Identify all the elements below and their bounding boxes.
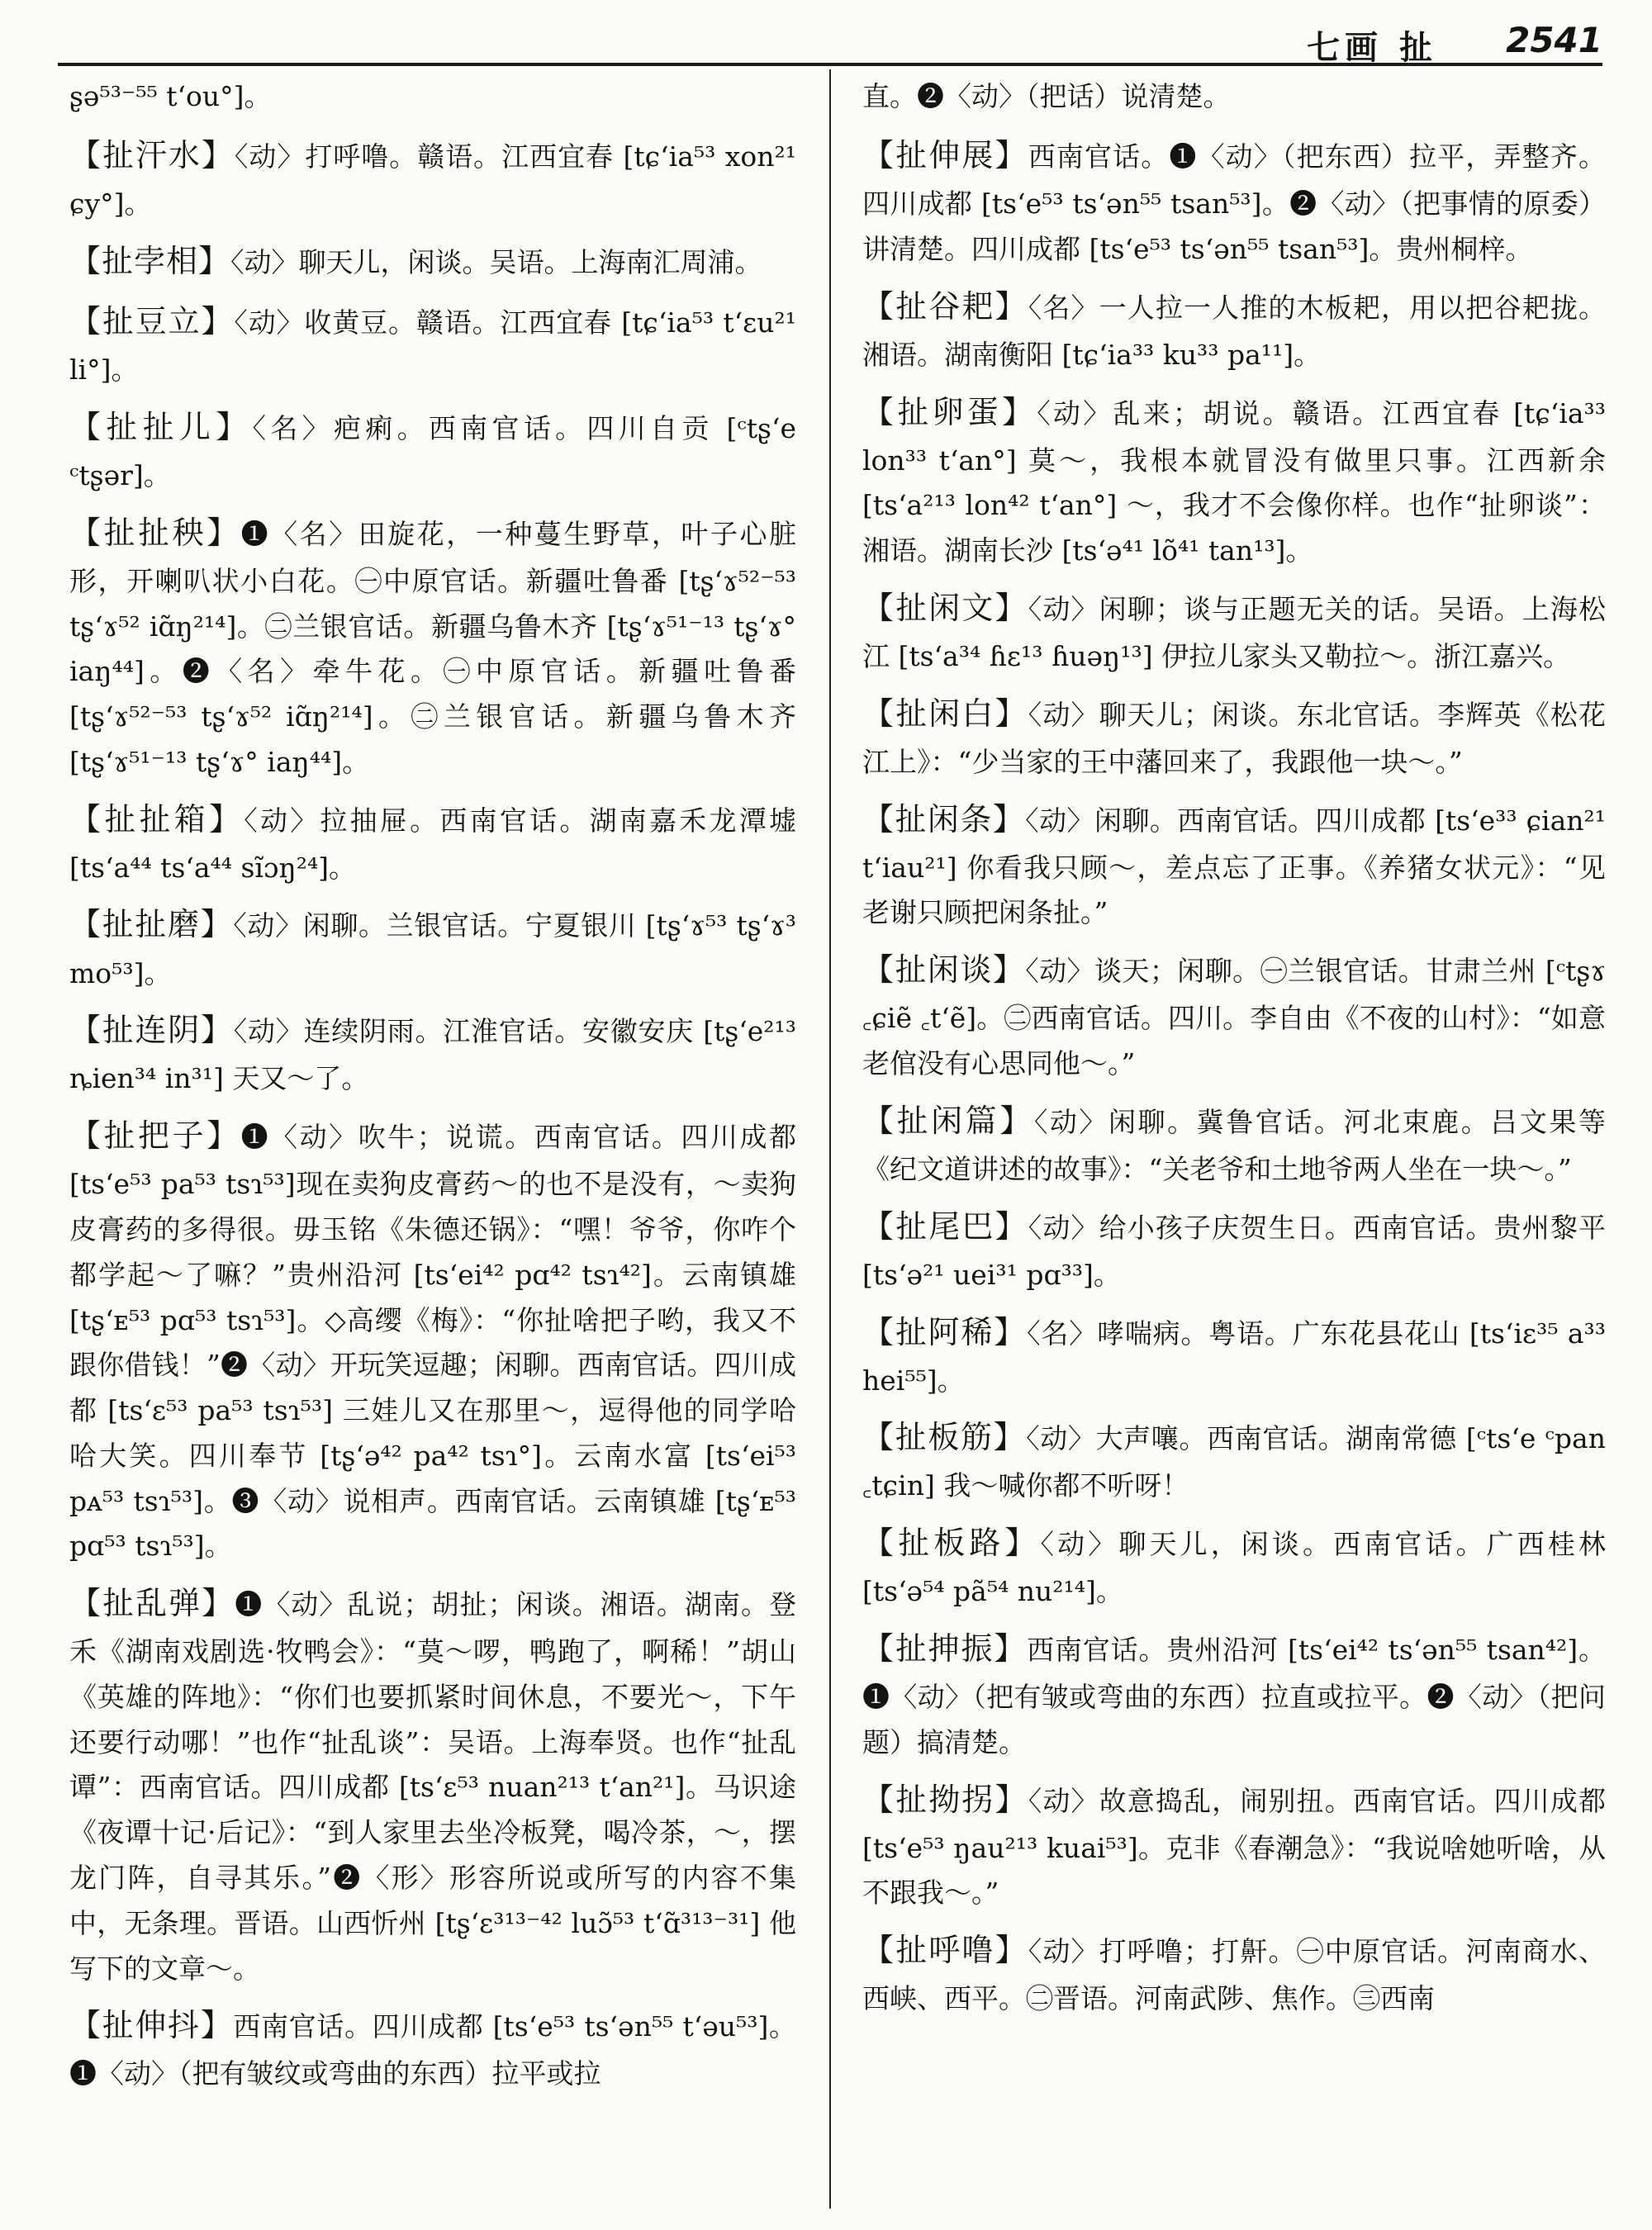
entry-headword: 【扯汗水】: [69, 137, 235, 174]
dictionary-entry: [69, 130, 796, 227]
dictionary-entry: [862, 944, 1606, 1087]
entry-headword: 【扯抻振】: [862, 1630, 1028, 1668]
entry-body: 〈动〉打呼噜。赣语。江西宜春 [tɕʻia⁵³ xon²¹ ɕy°]。: [69, 140, 796, 221]
section-title: 七画 扯: [1307, 28, 1437, 67]
entry-body: 〈动〉连续阴雨。江淮官话。安徽安庆 [tʂʻe²¹³ ȵien³⁴ in³¹] 天又～了。: [69, 1015, 796, 1095]
dictionary-entry: [862, 1412, 1606, 1509]
right-column: [862, 69, 1606, 2213]
dictionary-entry: [862, 130, 1606, 273]
entry-headword: 【扯豆立】: [69, 303, 235, 339]
entry-body: 〈名〉一人拉一人推的木板耙，用以把谷耙拢。湘语。湖南衡阳 [tɕʻia³³ ku³³ pa¹¹]。: [862, 291, 1606, 371]
entry-body: ❶〈动〉吹牛；说谎。西南官话。四川成都 [tsʻe⁵³ pa⁵³ tsɿ⁵³]现在卖狗皮膏药～的也不是没有，～卖狗皮膏药的多得很。毋玉铭《朱德还锅》：“嘿！爷爷，你咋个都学起～了嘛？”贵州沿河 [tsʻei⁴² pɑ⁴² tsɿ⁴²]。云南镇雄 [tʂʻᴇ⁵³ pɑ⁵³ tsɿ⁵³]。◇高缨《梅》：“你扯啥把子哟，我又不跟你借钱！”❷〈动〉开玩笑逗趣；闲聊。西南官话。四川成都 [tsʻɛ⁵³ pa⁵³ tsɿ⁵³] 三娃儿又在那里～，逗得他的同学哈哈大笑。四川奉节 [tʂʻə⁴² pa⁴² tsɿ°]。云南水富 [tsʻei⁵³ pᴀ⁵³ tsɿ⁵³]。❸〈动〉说相声。西南官话。云南镇雄 [tʂʻᴇ⁵³ pɑ⁵³ tsɿ⁵³]。: [69, 1121, 796, 1563]
entry-body: 〈动〉乱来；胡说。赣语。江西宜春 [tɕʻia³³ lon³³ tʻan°] 莫～，我根本就冒没有做里只事。江西新余 [tsʻa²¹³ lon⁴² tʻan°] ～，我才不会像你样。也作“扯卵谈”：湘语。湖南长沙 [tsʻə⁴¹ lõ⁴¹ tan¹³]。: [862, 396, 1606, 567]
entry-headword: 【扯扯秧】: [69, 514, 241, 551]
entry-headword: 【扯呼噜】: [862, 1932, 1028, 1969]
dictionary-entry: [69, 235, 796, 287]
page-header: [58, 17, 1602, 66]
entry-body: 〈动〉聊天儿；闲谈。东北官话。李辉英《松花江上》：“少当家的王中藩回来了，我跟他一块～。”: [862, 698, 1606, 778]
dictionary-entry: [862, 582, 1606, 680]
dictionary-entry: [69, 2000, 796, 2097]
entry-body: ❶〈动〉乱说；胡扯；闲谈。湘语。湖南。登禾《湖南戏剧选·牧鸭会》：“莫～啰，鸭跑了，啊稀！”胡山《英雄的阵地》：“你们也要抓紧时间休息，不要光～，下午还要行动哪！”也作“扯乱谈”：吴语。上海奉贤。也作“扯乱谭”：西南官话。四川成都 [tsʻɛ⁵³ nuan²¹³ tʻan²¹]。马识途《夜谭十记·后记》：“到人家里去坐冷板凳，喝冷茶，～，摆龙门阵，自寻其乐。”❷〈形〉形容所说或所写的内容不集中，无条理。晋语。山西忻州 [tʂʻɛ³¹³⁻⁴² luɔ̃⁵³ tʻɑ̃³¹³⁻³¹] 他写下的文章～。: [69, 1588, 796, 1985]
entry-body: ʂə⁵³⁻⁵⁵ tʻou°]。: [69, 80, 272, 112]
entry-headword: 【扯闲篇】: [862, 1102, 1034, 1139]
entry-headword: 【扯把子】: [69, 1117, 241, 1155]
dictionary-entry: [862, 387, 1606, 574]
entry-headword: 【扯乱弹】: [69, 1585, 235, 1622]
entry-body: 西南官话。贵州沿河 [tsʻei⁴² tsʻən⁵⁵ tsan⁴²]。❶〈动〉（把有皱或弯曲的东西）拉直或拉平。❷〈动〉（把问题）搞清楚。: [862, 1634, 1606, 1758]
entry-headword: 【扯卵蛋】: [862, 393, 1037, 430]
dictionary-entry: [69, 296, 796, 393]
entry-headword: 【扯板筋】: [862, 1419, 1027, 1456]
entry-body: 〈动〉谈天；闲聊。㊀兰银官话。甘肃兰州 [ᶜtʂɤ ꜀ɕiẽ ꜀tʻẽ]。㊁西南官话。四川。李自由《不夜的山村》：“如意老倌没有心思同他～。”: [862, 955, 1606, 1080]
dictionary-entry: [69, 1578, 796, 1991]
entry-headword: 【扯闲白】: [862, 695, 1028, 732]
dictionary-entry: [69, 507, 796, 785]
dictionary-entry: [69, 899, 796, 996]
page-number: 2541: [1506, 20, 1602, 60]
left-column: [69, 69, 796, 2213]
entry-headword: 【扯扯箱】: [69, 800, 244, 837]
entry-body: 〈动〉聊天儿，闲谈。西南官话。广西桂林 [tsʻə⁵⁴ pã⁵⁴ nu²¹⁴]。: [862, 1528, 1606, 1608]
entry-body: 直。❷〈动〉（把话）说清楚。: [862, 80, 1231, 112]
dictionary-entry: [862, 1307, 1606, 1404]
entry-body: 〈名〉疤痢。西南官话。四川自贡 [ᶜtʂʻe ᶜtʂər]。: [69, 411, 796, 491]
dictionary-entry: [862, 1517, 1606, 1615]
entry-headword: 【扯伸抖】: [69, 2007, 234, 2044]
entry-headword: 【扯阿稀】: [862, 1313, 1028, 1350]
entry-body: 〈动〉拉抽屉。西南官话。湖南嘉禾龙潭墟 [tsʻa⁴⁴ tsʻa⁴⁴ sĩɔŋ²⁴]。: [69, 804, 796, 884]
entry-body: ❶〈名〉田旋花，一种蔓生野草，叶子心脏形，开喇叭状小白花。㊀中原官话。新疆吐鲁番 [tʂʻɤ⁵²⁻⁵³ tʂʻɤ⁵² iɑ̃ŋ²¹⁴]。㊁兰银官话。新疆乌鲁木齐 [tʂʻɤ⁵¹⁻¹³ tʂʻɤ° iaŋ⁴⁴]。❷〈名〉牵牛花。㊀中原官话。新疆吐鲁番 [tʂʻɤ⁵²⁻⁵³ tʂʻɤ⁵² iɑ̃ŋ²¹⁴]。㊁兰银官话。新疆乌鲁木齐 [tʂʻɤ⁵¹⁻¹³ tʂʻɤ° iaŋ⁴⁴]。: [69, 517, 796, 778]
entry-body: 〈动〉打呼噜；打鼾。㊀中原官话。河南商水、西峡、西平。㊁晋语。河南武陟、焦作。㊂西南: [862, 1935, 1606, 2015]
entry-body: 〈动〉闲聊。西南官话。四川成都 [tsʻe³³ ɕian²¹ tʻiau²¹] 你看我只顾～，差点忘了正事。《养猪女状元》：“见老谢只顾把闲条扯。”: [862, 804, 1606, 929]
dictionary-entry: [69, 401, 796, 499]
entry-headword: 【扯闲文】: [862, 589, 1028, 626]
column-divider: [829, 69, 831, 2209]
entry-body: 〈动〉故意捣乱，闹别扭。西南官话。四川成都 [tsʻe⁵³ ŋau²¹³ kuai⁵³]。克非《春潮急》：“我说啥她听啥，从不跟我～。”: [862, 1784, 1606, 1910]
dictionary-entry: [69, 1004, 796, 1102]
entry-body: 西南官话。四川成都 [tsʻe⁵³ tsʻən⁵⁵ tʻəu⁵³]。❶〈动〉（把有皱纹或弯曲的东西）拉平或拉: [69, 2010, 796, 2090]
dictionary-entry: [862, 688, 1606, 785]
entry-body: 〈动〉给小孩子庆贺生日。西南官话。贵州黎平 [tsʻə²¹ uei³¹ pɑ³³]。: [862, 1211, 1606, 1291]
entry-headword: 【扯连阴】: [69, 1012, 234, 1049]
dictionary-entry: [862, 1924, 1606, 2022]
entry-headword: 【扯尾巴】: [862, 1208, 1028, 1245]
dictionary-entry: [69, 1110, 796, 1569]
entry-body: 〈动〉收黄豆。赣语。江西宜春 [tɕʻia⁵³ tʻɛu²¹ li°]。: [69, 306, 796, 387]
entry-body: 〈动〉闲聊。兰银官话。宁夏银川 [tʂʻɤ⁵³ tʂʻɤ³ mo⁵³]。: [69, 909, 796, 989]
dictionary-entry: [69, 794, 796, 891]
entry-headword: 【扯闲条】: [862, 800, 1026, 837]
entry-headword: 【扯伸展】: [862, 137, 1028, 174]
entry-body: 〈名〉哮喘病。粤语。广东花县花山 [tsʻiɛ³⁵ a³³ hei⁵⁵]。: [862, 1317, 1606, 1397]
entry-headword: 【扯闲谈】: [862, 951, 1026, 989]
entry-headword: 【扯板路】: [862, 1525, 1041, 1562]
entry-body: 〈动〉聊天儿，闲谈。吴语。上海南汇周浦。: [230, 245, 762, 278]
dictionary-entry: [862, 794, 1606, 937]
entry-headword: 【扯扯磨】: [69, 906, 234, 943]
entry-headword: 【扯拗拐】: [862, 1781, 1028, 1818]
dictionary-entry: [862, 1201, 1606, 1298]
entry-headword: 【扯谷耙】: [862, 287, 1028, 325]
entry-body: 〈动〉大声嚷。西南官话。湖南常德 [ᶜtsʻe ᶜpan ꜀tɕin] 我～喊你都不听呀！: [862, 1422, 1606, 1502]
entry-body: 〈动〉闲聊；谈与正题无关的话。吴语。上海松江 [tsʻa³⁴ ɦɛ¹³ ɦuəŋ¹³] 伊拉儿家头又勒拉～。浙江嘉兴。: [862, 592, 1606, 672]
dictionary-entry: [862, 1623, 1606, 1766]
entry-body: 西南官话。❶〈动〉（把东西）拉平，弄整齐。四川成都 [tsʻe⁵³ tsʻən⁵⁵ tsan⁵³]。❷〈动〉（把事情的原委）讲清楚。四川成都 [tsʻe⁵³ tsʻən⁵⁵ tsan⁵³]。贵州桐梓。: [862, 140, 1606, 265]
dictionary-entry: [862, 281, 1606, 378]
entry-headword: 【扯扯儿】: [69, 408, 253, 445]
entry-headword: 【扯孛相】: [69, 242, 231, 279]
entry-body: 〈动〉闲聊。冀鲁官话。河北束鹿。吕文果等《纪文道讲述的故事》：“关老爷和土地爷两人坐在一块～。”: [862, 1105, 1606, 1185]
dictionary-entry: [69, 69, 796, 121]
dictionary-entry: [862, 1774, 1606, 1917]
dictionary-entry: [862, 1095, 1606, 1193]
dictionary-entry: [862, 69, 1606, 121]
